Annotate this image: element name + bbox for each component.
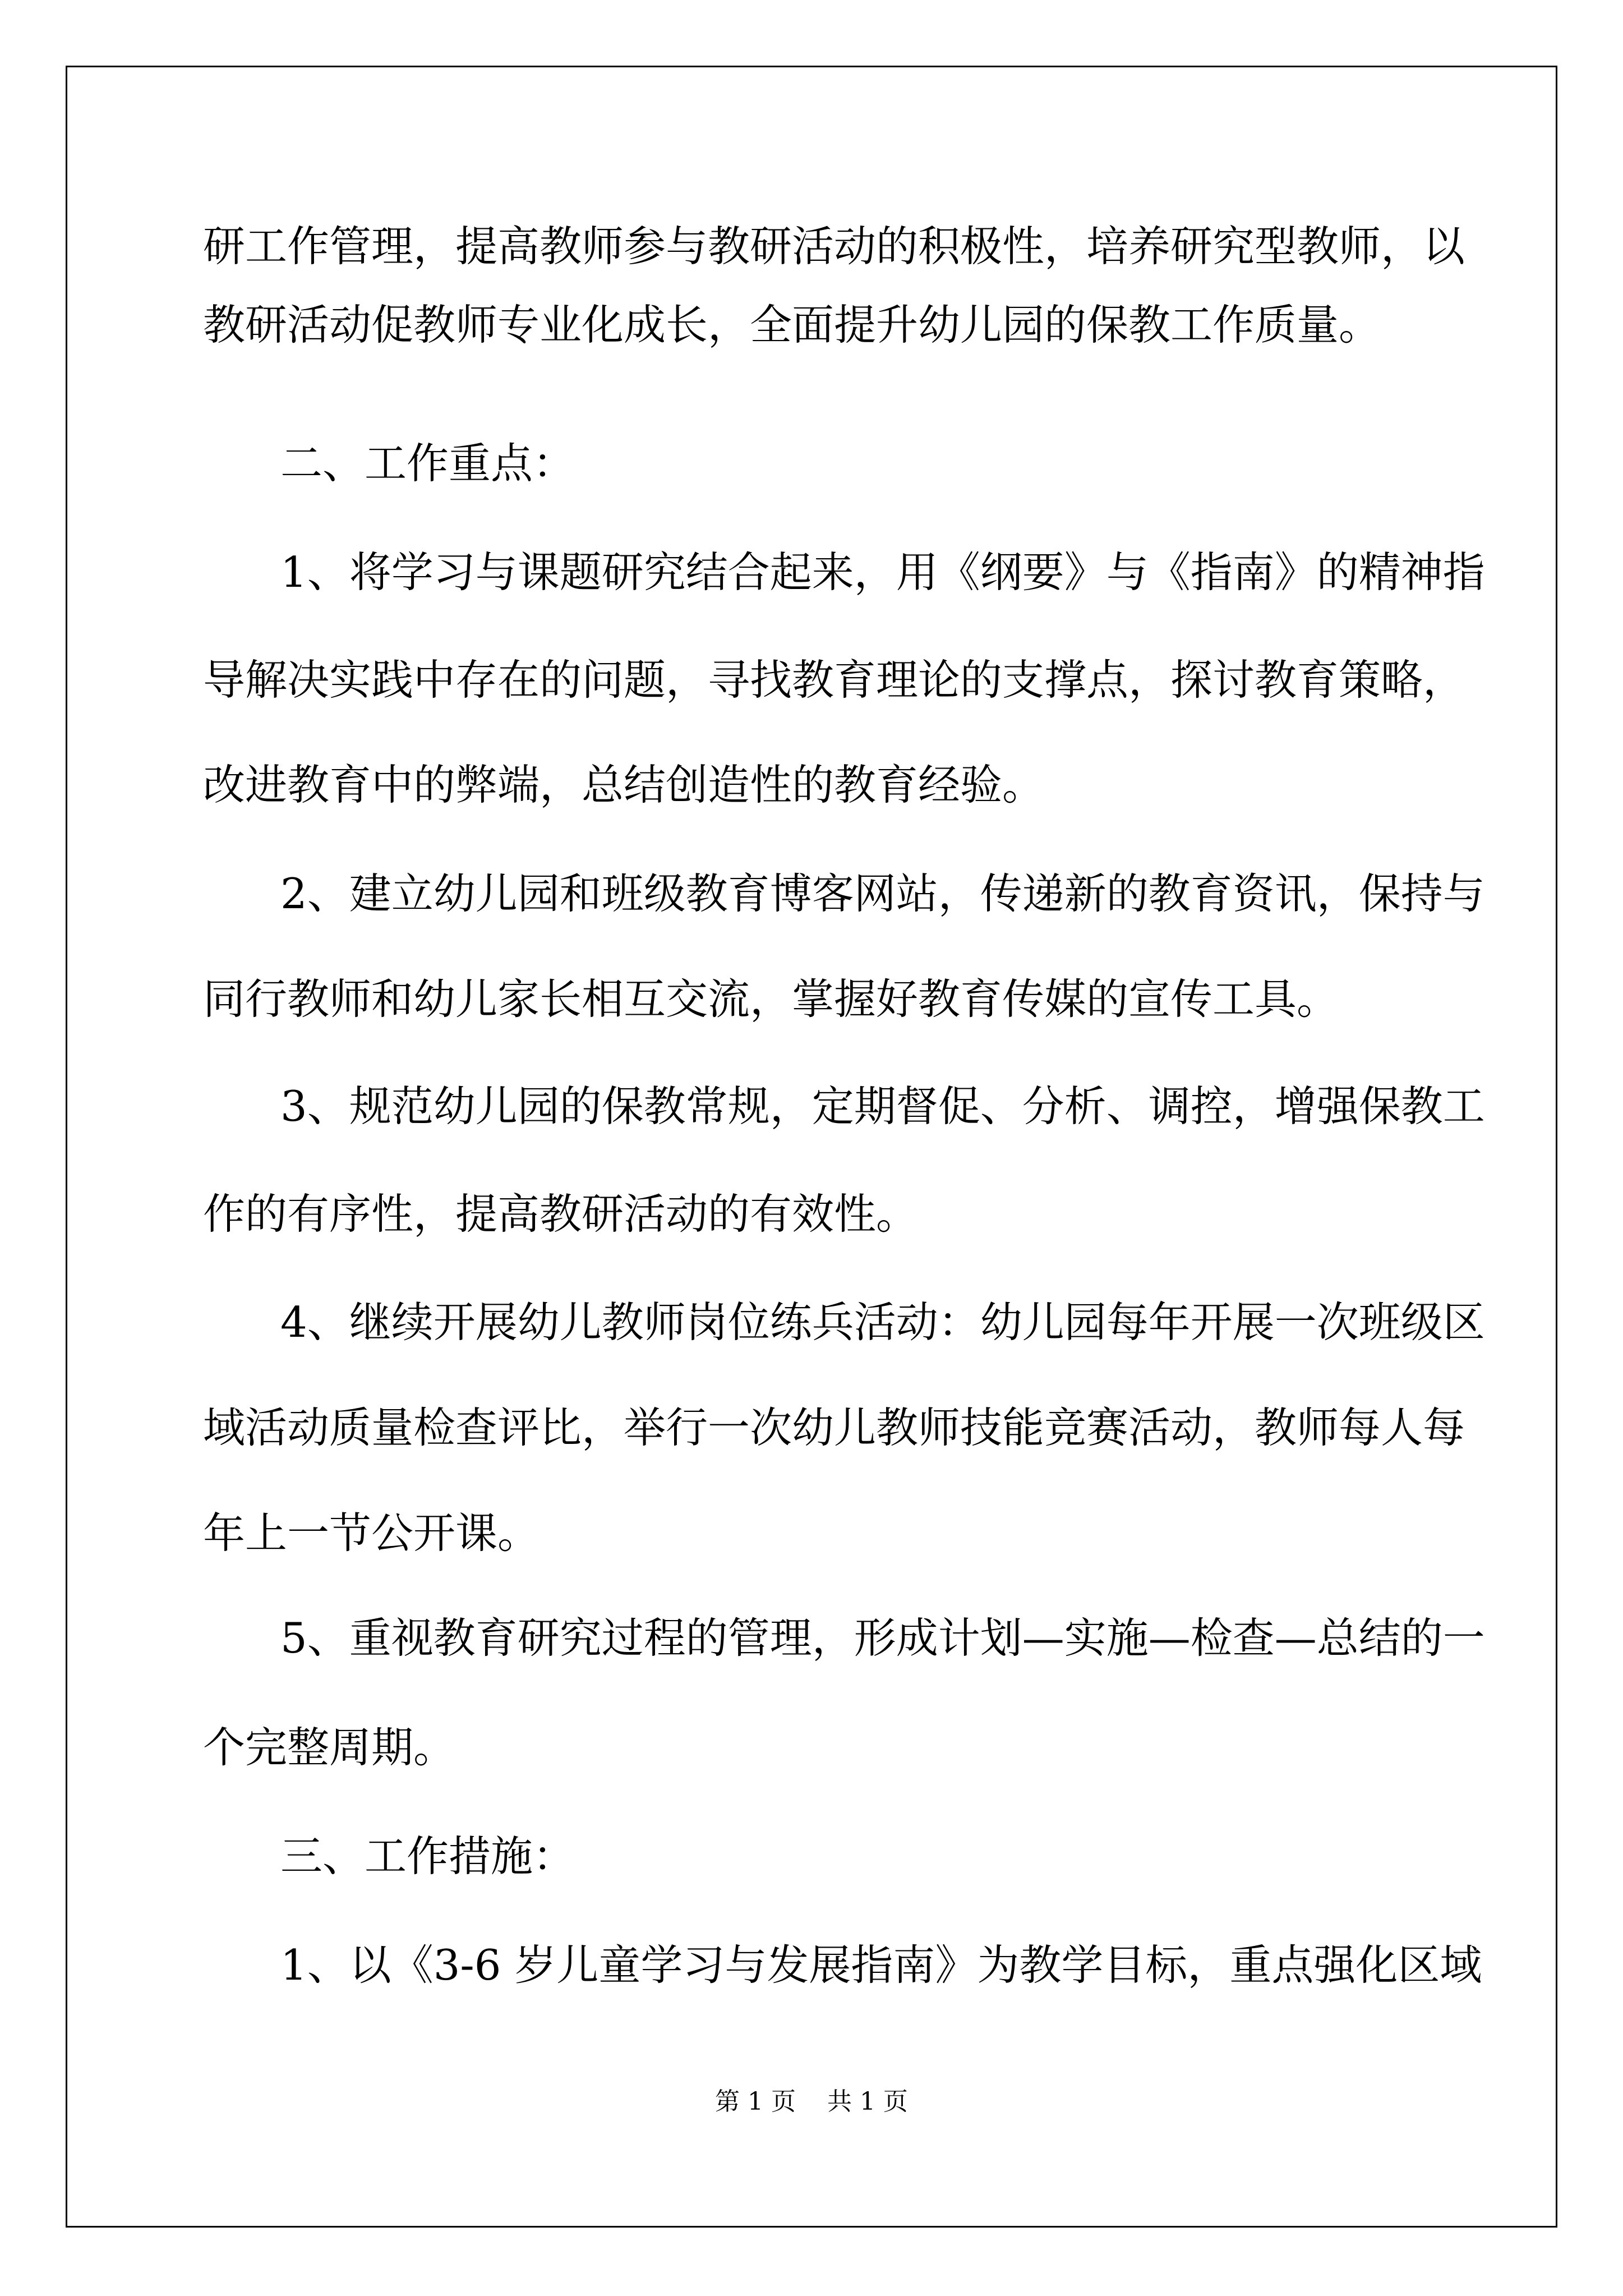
page-number-footer: 第 1 页 共 1 页 [715,2087,908,2116]
text-line-17: 1、以《3-6 岁儿童学习与发展指南》为教学目标，重点强化区域 [280,1940,1482,1990]
text-line-8: 同行教师和幼儿家长相互交流，掌握好教育传媒的宣传工具。 [203,974,1339,1024]
text-line-11: 4、继续开展幼儿教师岗位练兵活动：幼儿园每年开展一次班级区 [280,1297,1485,1347]
text-line-9: 3、规范幼儿园的保教常规，定期督促、分析、调控，增强保教工 [280,1082,1485,1131]
text-line-7: 2、建立幼儿园和班级教育博客网站，传递新的教育资讯，保持与 [280,869,1485,918]
text-line-15: 个完整周期。 [203,1723,456,1772]
text-line-6: 改进教育中的弊端，总结创造性的教育经验。 [203,760,1045,809]
text-line-13: 年上一节公开课。 [203,1508,540,1558]
text-line-5: 导解决实践中存在的问题，寻找教育理论的支撑点，探讨教育策略， [203,655,1465,705]
text-line-14: 5、重视教育研究过程的管理，形成计划—实施—检查—总结的一 [280,1613,1485,1663]
text-line-12: 域活动质量检查评比，举行一次幼儿教师技能竞赛活动，教师每人每 [203,1403,1465,1452]
section-heading-3: 三、工作措施： [280,1832,575,1881]
section-heading-2: 二、工作重点： [280,439,575,488]
text-line-1: 研工作管理，提高教师参与教研活动的积极性，培养研究型教师，以 [203,222,1465,271]
text-line-2: 教研活动促教师专业化成长，全面提升幼儿园的保教工作质量。 [203,300,1381,349]
text-line-4: 1、将学习与课题研究结合起来，用《纲要》与《指南》的精神指 [280,547,1485,597]
page-border [66,66,1557,2228]
text-line-10: 作的有序性，提高教研活动的有效性。 [203,1189,919,1239]
